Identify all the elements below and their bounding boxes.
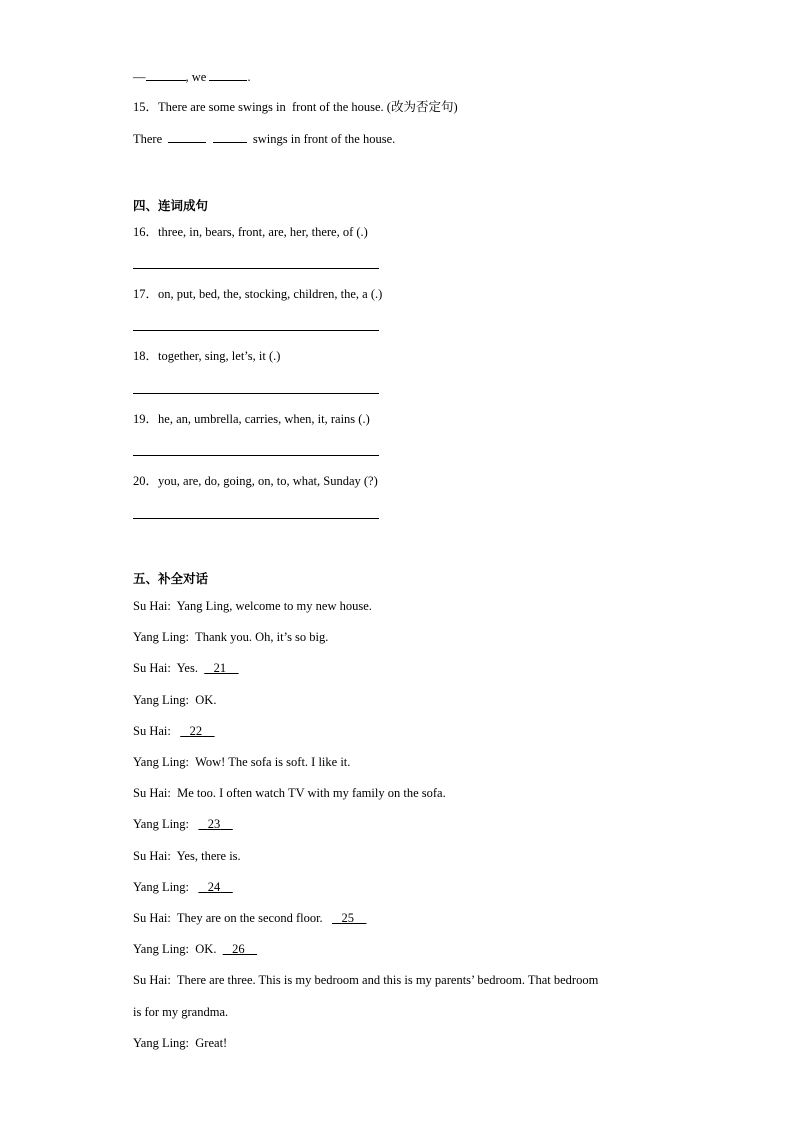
dialogue-text: Yang Ling, welcome to my new house. [176,599,372,613]
answer-line [133,330,379,331]
section-5-title: 五、补全对话 [133,571,209,586]
answer-end: swings in front of the house. [252,132,396,146]
speaker: Yang Ling: [133,630,190,644]
answer-line [133,393,379,394]
answer-start: There [133,132,163,146]
question-number: 19． [133,412,159,426]
dialogue-line [133,941,257,957]
question-words: on, put, bed, the, stocking, children, the, a (.) [158,287,383,301]
blank-number: 25 [341,911,354,925]
speaker: Su Hai: [133,849,171,863]
q15-answer-line [133,130,395,147]
blank-number: 24 [207,880,221,894]
dialogue-line [133,660,239,676]
dialogue-text: Wow! The sofa is soft. I like it. [195,755,351,769]
question-words: you, are, do, going, on, to, what, Sunday (?) [158,474,378,488]
dialogue-text: Thank you. Oh, it’s so big. [195,630,329,644]
dialogue-line [133,972,598,988]
dialogue-line [133,692,216,708]
q14-comma-we: , we [185,70,207,84]
speaker: Yang Ling: [133,880,190,894]
dialogue-line [133,848,241,864]
dialogue-line-continued [133,1004,228,1020]
dialogue-line [133,910,366,926]
answer-blank [213,130,247,143]
dialogue-line [133,879,233,895]
speaker: Yang Ling: [133,1036,190,1050]
speaker: Yang Ling: [133,942,190,956]
answer-blank [146,68,186,81]
dash: — [133,70,146,84]
question-words: he, an, umbrella, carries, when, it, rains (.) [158,412,370,426]
dialogue-text: OK. [195,942,217,956]
speaker: Yang Ling: [133,693,190,707]
question-number: 17． [133,287,159,301]
speaker: Su Hai: [133,661,171,675]
dialogue-text: Yes, there is. [176,849,241,863]
question-15 [133,99,458,115]
dialogue-line [133,723,215,739]
dialogue-text: OK. [195,693,217,707]
dialogue-line [133,629,328,645]
dialogue-text: There are three. This is my bedroom and this is my parents’ bedroom. That bedroom [176,973,599,987]
question-number: 20． [133,474,159,488]
blank-number: 26 [232,942,245,956]
speaker: Su Hai: [133,973,171,987]
question-number: 15． [133,100,159,114]
dialogue-line [133,1035,227,1051]
dialogue-line [133,754,350,770]
speaker: Yang Ling: [133,755,190,769]
speaker: Su Hai: [133,911,171,925]
dialogue-line [133,816,233,832]
dialogue-line [133,785,446,801]
dialogue-text: Great! [195,1036,228,1050]
question-20 [133,473,378,489]
question-17 [133,286,382,302]
answer-line [133,455,379,456]
dialogue-text: is for my grandma. [133,1005,229,1019]
speaker: Su Hai: [133,599,171,613]
blank-number: 21 [213,661,227,675]
question-19 [133,411,370,427]
blank-number: 23 [207,817,221,831]
question-16 [133,224,368,240]
question-number: 18． [133,349,159,363]
answer-blank [168,130,206,143]
dialogue-text: Me too. I often watch TV with my family on the sofa. [177,786,446,800]
speaker: Yang Ling: [133,817,190,831]
speaker: Su Hai: [133,786,171,800]
q14-answer-line [133,68,251,85]
question-18 [133,348,280,364]
question-number: 16． [133,225,159,239]
question-words: together, sing, let’s, it (.) [158,349,281,363]
section-4-title: 四、连词成句 [133,198,209,213]
q14-period: . [247,70,251,84]
answer-blank [209,68,247,81]
dialogue-text: They are on the second floor. [176,911,323,925]
answer-line [133,268,379,269]
question-words: three, in, bears, front, are, her, there, of (.) [158,225,368,239]
answer-line [133,518,379,519]
dialogue-line [133,598,372,614]
blank-number: 22 [189,724,203,738]
question-text: There are some swings in front of the house. (改为否定句) [158,100,458,114]
speaker: Su Hai: [133,724,171,738]
dialogue-text: Yes. [176,661,198,675]
